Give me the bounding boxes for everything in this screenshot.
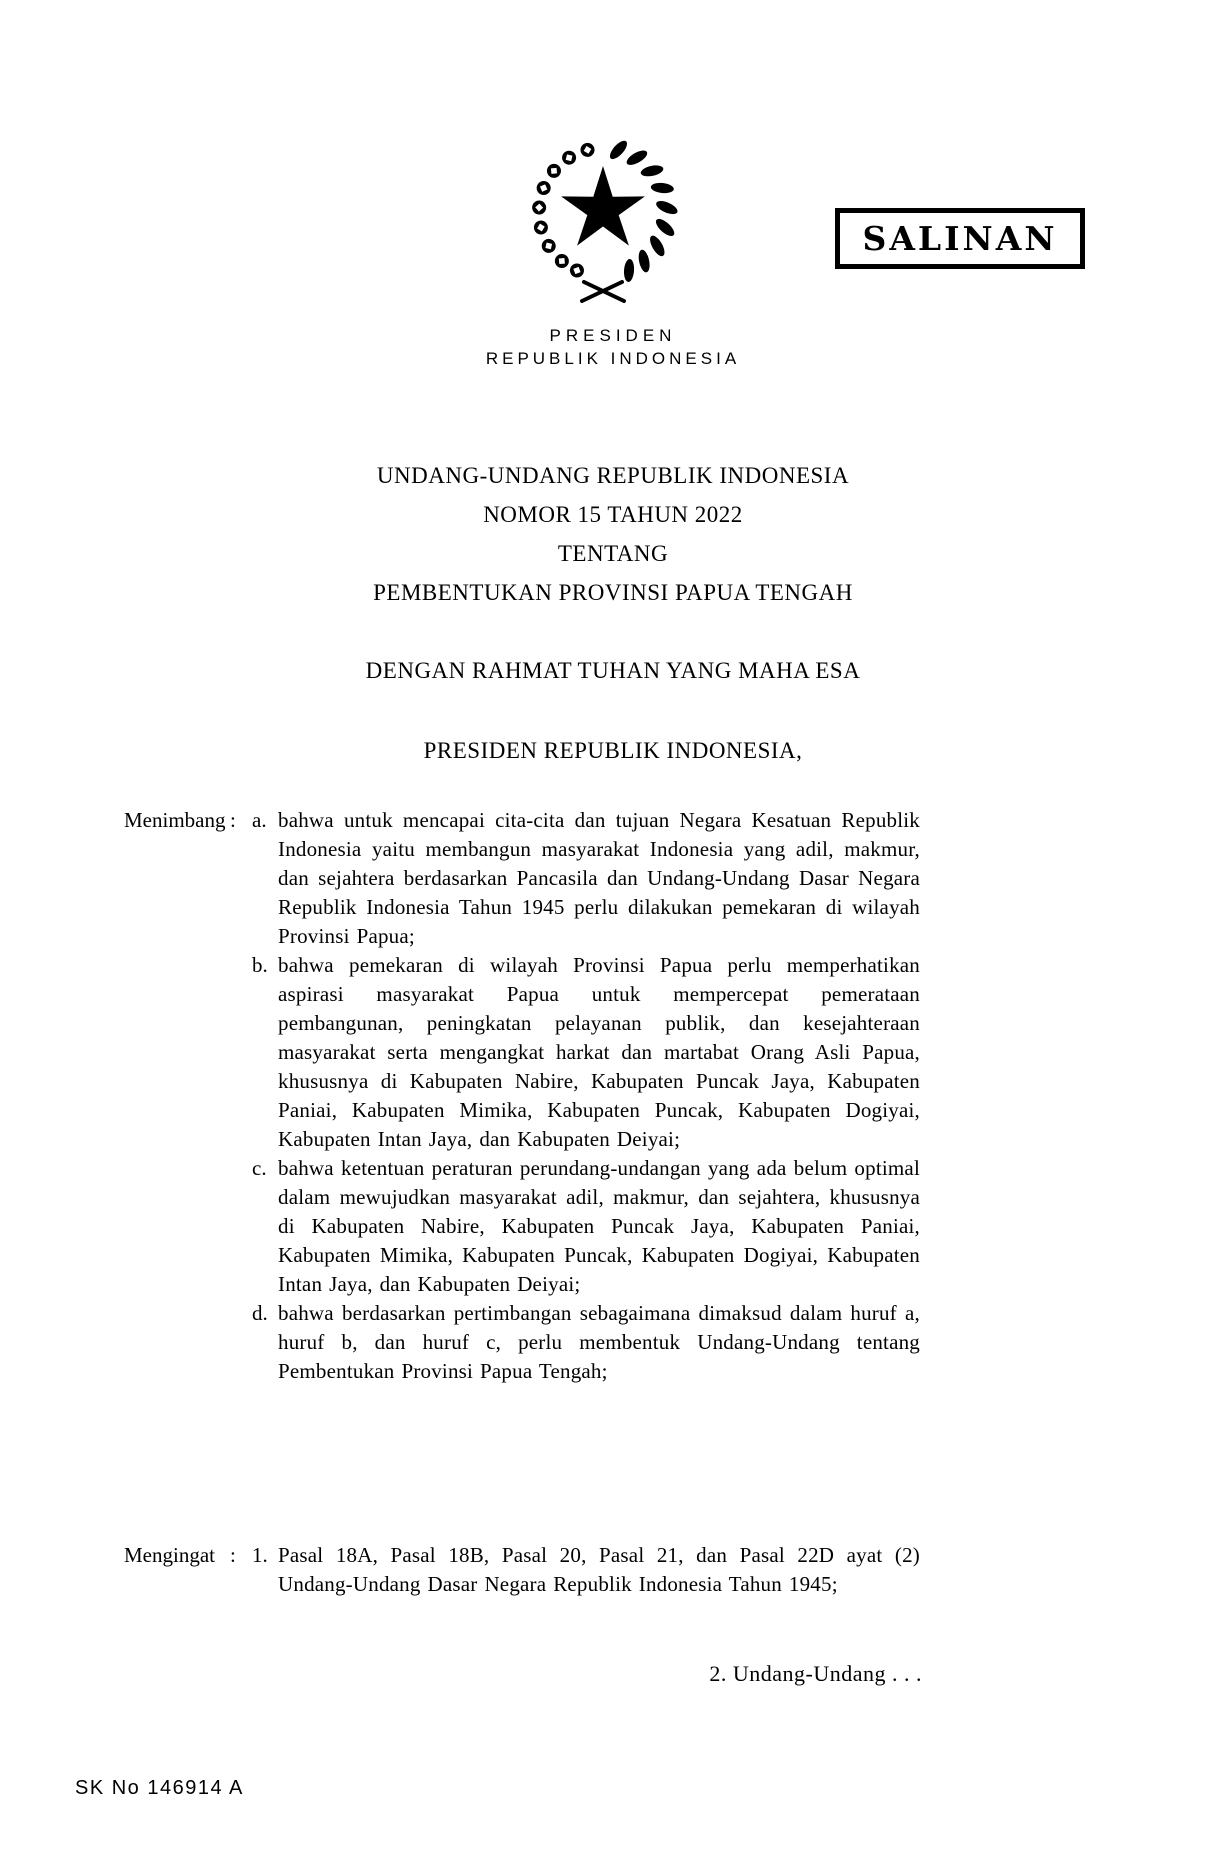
salinan-stamp-label: SALINAN bbox=[862, 219, 1058, 258]
crossed-stems bbox=[582, 282, 624, 301]
item-letter: d. bbox=[252, 1301, 268, 1325]
star-icon bbox=[561, 166, 645, 246]
catchword: 2. Undang-Undang . . . bbox=[709, 1661, 922, 1686]
item-text: bahwa untuk mencapai cita-cita dan tujuan Negara Kesatuan Republik Indonesia yaitu membangun masyarakat Indonesia yang adil, makmur, dan sejahtera berdasarkan Pancasila dan Undang-Undang Dasar Negara Republik Indonesia Tahun 1945 perlu dilakukan pemekaran di wilayah Provinsi Papua; bbox=[278, 808, 920, 948]
menimbang-item-d bbox=[252, 1299, 920, 1386]
letterhead-presiden: PRESIDEN bbox=[549, 326, 677, 345]
menimbang-item-c bbox=[252, 1154, 920, 1299]
item-text: bahwa ketentuan peraturan perundang-undangan yang ada belum optimal dalam mewujudkan masyarakat adil, makmur, dan sejahtera, khususnya di Kabupaten Nabire, Kabupaten Puncak Jaya, Kabupaten Paniai, Kabupaten Mimika, Kabupaten Puncak, Kabupaten Dogiyai, Kabupaten Intan Jaya, dan Kabupaten Deiyai; bbox=[278, 1156, 920, 1296]
invocation-line: DENGAN RAHMAT TUHAN YANG MAHA ESA bbox=[365, 658, 861, 683]
item-text: bahwa pemekaran di wilayah Provinsi Papua perlu memperhatikan aspirasi masyarakat Papua untuk mempercepat pemerataan pembangunan, peningkatan pelayanan publik, dan kesejahteraan masyarakat serta mengangkat harkat dan martabat Orang Asli Papua, khususnya di Kabupaten Nabire, Kabupaten Puncak Jaya, Kabupaten Paniai, Kabupaten Mimika, Kabupaten Puncak, Kabupaten Dogiyai, Kabupaten Intan Jaya, dan Kabupaten Deiyai; bbox=[278, 953, 920, 1151]
menimbang-items bbox=[252, 806, 920, 1386]
title-line-2: NOMOR 15 TAHUN 2022 bbox=[483, 502, 743, 527]
document-title bbox=[0, 456, 1226, 612]
salinan-stamp bbox=[835, 208, 1085, 269]
mengingat-item-1 bbox=[252, 1541, 920, 1599]
item-text: bahwa berdasarkan pertimbangan sebagaimana dimaksud dalam huruf a, huruf b, dan huruf c, perlu membentuk Undang-Undang tentang Pembentukan Provinsi Papua Tengah; bbox=[278, 1301, 920, 1383]
star-wreath-emblem bbox=[523, 134, 683, 312]
mengingat-colon: : bbox=[230, 1543, 236, 1567]
letterhead-republik-indonesia: REPUBLIK INDONESIA bbox=[485, 349, 741, 368]
item-letter: c. bbox=[252, 1156, 267, 1180]
footer-sk-code: SK No 146914 A bbox=[75, 1777, 244, 1799]
menimbang-item-b bbox=[252, 951, 920, 1154]
item-letter: b. bbox=[252, 953, 268, 977]
mengingat-label: Mengingat bbox=[124, 1543, 215, 1567]
menimbang-label: Menimbang bbox=[124, 808, 226, 832]
menimbang-section bbox=[124, 806, 920, 1386]
title-line-1: UNDANG-UNDANG REPUBLIK INDONESIA bbox=[376, 463, 850, 488]
title-line-3: TENTANG bbox=[557, 541, 669, 566]
item-text: Pasal 18A, Pasal 18B, Pasal 20, Pasal 21, dan Pasal 22D ayat (2) Undang-Undang Dasar Negara Republik Indonesia Tahun 1945; bbox=[278, 1543, 920, 1596]
item-number: 1. bbox=[252, 1543, 268, 1567]
menimbang-colon: : bbox=[230, 808, 236, 832]
item-letter: a. bbox=[252, 808, 267, 832]
mengingat-section bbox=[124, 1541, 920, 1599]
mengingat-items bbox=[252, 1541, 920, 1599]
menimbang-item-a bbox=[252, 806, 920, 951]
title-line-4: PEMBENTUKAN PROVINSI PAPUA TENGAH bbox=[373, 580, 853, 605]
authority-line: PRESIDEN REPUBLIK INDONESIA, bbox=[423, 738, 803, 763]
